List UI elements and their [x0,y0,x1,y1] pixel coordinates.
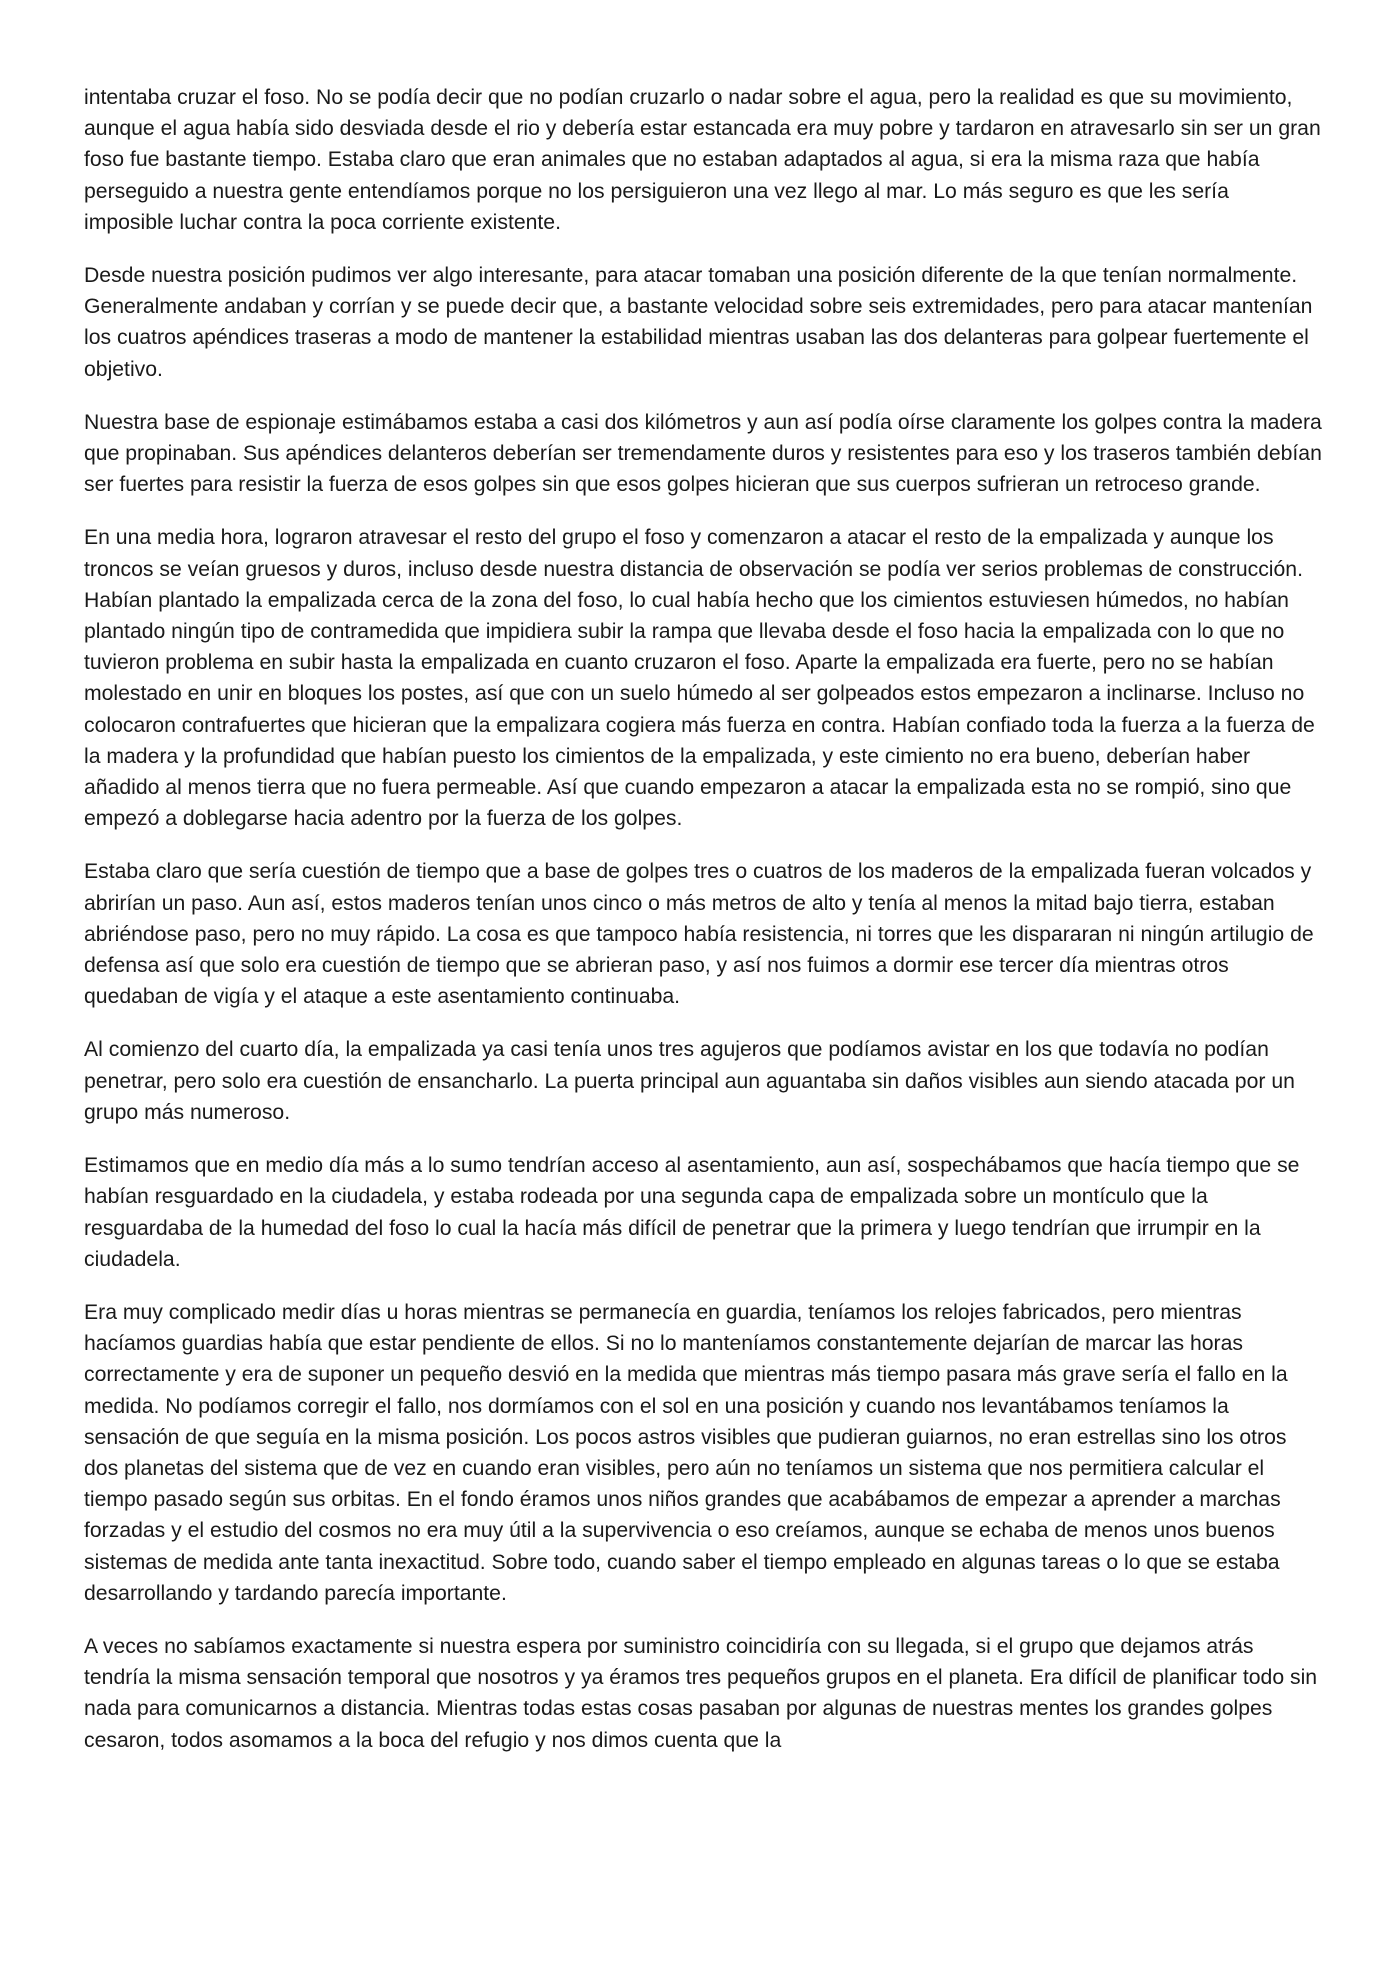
paragraph-8: Era muy complicado medir días u horas mientras se permanecía en guardia, teníamos los relojes fabricados, pero mientras hacíamos guardias había que estar pendiente de ellos. Si no lo manteníamos constantemente dejarían de marcar las horas correctamente y era de suponer un pequeño desvió en la medida que mientras más tiempo pasara más grave sería el fallo en la medida. No podíamos corregir el fallo, nos dormíamos con el sol en una posición y cuando nos levantábamos teníamos la sensación de que seguía en la misma posición. Los pocos astros visibles que pudieran guiarnos, no eran estrellas sino los otros dos planetas del sistema que de vez en cuando eran visibles, pero aún no teníamos un sistema que nos permitiera calcular el tiempo pasado según sus orbitas. En el fondo éramos unos niños grandes que acabábamos de empezar a aprender a marchas forzadas y el estudio del cosmos no era muy útil a la supervivencia o eso creíamos, aunque se echaba de menos unos buenos sistemas de medida ante tanta inexactitud. Sobre todo, cuando saber el tiempo empleado en algunas tareas o lo que se estaba desarrollando y tardando parecía importante. [84,1300,1288,1605]
paragraph-4: En una media hora, lograron atravesar el resto del grupo el foso y comenzaron a atacar el resto de la empalizada y aunque los troncos se veían gruesos y duros, incluso desde nuestra distancia de observación se podía ver serios problemas de construcción. Habían plantado la empalizada cerca de la zona del foso, lo cual había hecho que los cimientos estuviesen húmedos, no habían plantado ningún tipo de contramedida que impidiera subir la rampa que llevaba desde el foso hacia la empalizada con lo que no tuvieron problema en subir hasta la empalizada en cuanto cruzaron el foso. Aparte la empalizada era fuerte, pero no se habían molestado en unir en bloques los postes, así que con un suelo húmedo al ser golpeados estos empezaron a inclinarse. Incluso no colocaron contrafuertes que hicieran que la empalizara cogiera más fuerza en contra. Habían confiado toda la fuerza a la fuerza de la madera y la profundidad que habían puesto los cimientos de la empalizada, y este cimiento no era bueno, deberían haber añadido al menos tierra que no fuera permeable. Así que cuando empezaron a atacar la empalizada esta no se rompió, sino que empezó a doblegarse hacia adentro por la fuerza de los golpes. [84,526,1315,831]
paragraph-6: Al comienzo del cuarto día, la empalizada ya casi tenía unos tres agujeros que podíamos avistar en los que todavía no podían penetrar, pero solo era cuestión de ensancharlo. La puerta principal aun aguantaba sin daños visibles aun siendo atacada por un grupo más numeroso. [84,1038,1295,1124]
paragraph-7: Estimamos que en medio día más a lo sumo tendrían acceso al asentamiento, aun así, sospechábamos que hacía tiempo que se habían resguardado en la ciudadela, y estaba rodeada por una segunda capa de empalizada sobre un montículo que la resguardaba de la humedad del foso lo cual la hacía más difícil de penetrar que la primera y luego tendrían que irrumpir en la ciudadela. [84,1154,1300,1271]
paragraph-5: Estaba claro que sería cuestión de tiempo que a base de golpes tres o cuatros de los maderos de la empalizada fueran volcados y abrirían un paso. Aun así, estos maderos tenían unos cinco o más metros de alto y tenía al menos la mitad bajo tierra, estaban abriéndose paso, pero no muy rápido. La cosa es que tampoco había resistencia, ni torres que les dispararan ni ningún artilugio de defensa así que solo era cuestión de tiempo que se abrieran paso, y así nos fuimos a dormir ese tercer día mientras otros quedaban de vigía y el ataque a este asentamiento continuaba. [84,860,1314,1009]
paragraph-3: Nuestra base de espionaje estimábamos estaba a casi dos kilómetros y aun así podía oírse claramente los golpes contra la madera que propinaban. Sus apéndices delanteros deberían ser tremendamente duros y resistentes para eso y los traseros también debían ser fuertes para resistir la fuerza de esos golpes sin que esos golpes hicieran que sus cuerpos sufrieran un retroceso grande. [84,410,1322,497]
document-page [84,82,1324,1778]
paragraph-2: Desde nuestra posición pudimos ver algo interesante, para atacar tomaban una posición diferente de la que tenían normalmente. Generalmente andaban y corrían y se puede decir que, a bastante velocidad sobre seis extremidades, pero para atacar mantenían los cuatros apéndices traseras a modo de mantener la estabilidad mientras usaban las dos delanteras para golpear fuertemente el objetivo. [84,264,1313,381]
paragraph-1: intentaba cruzar el foso. No se podía decir que no podían cruzarlo o nadar sobre el agua, pero la realidad es que su movimiento, aunque el agua había sido desviada desde el rio y debería estar estancada era muy pobre y tardaron en atravesarlo sin ser un gran foso fue bastante tiempo. Estaba claro que eran animales que no estaban adaptados al agua, si era la misma raza que había perseguido a nuestra gente entendíamos porque no los persiguieron una vez llego al mar. Lo más seguro es que les sería imposible luchar contra la poca corriente existente. [84,86,1321,234]
paragraph-9: A veces no sabíamos exactamente si nuestra espera por suministro coincidiría con su llegada, si el grupo que dejamos atrás tendría la misma sensación temporal que nosotros y ya éramos tres pequeños grupos en el planeta. Era difícil de planificar todo sin nada para comunicarnos a distancia. Mientras todas estas cosas pasaban por algunas de nuestras mentes los grandes golpes cesaron, todos asomamos a la boca del refugio y nos dimos cuenta que la [84,1634,1318,1752]
